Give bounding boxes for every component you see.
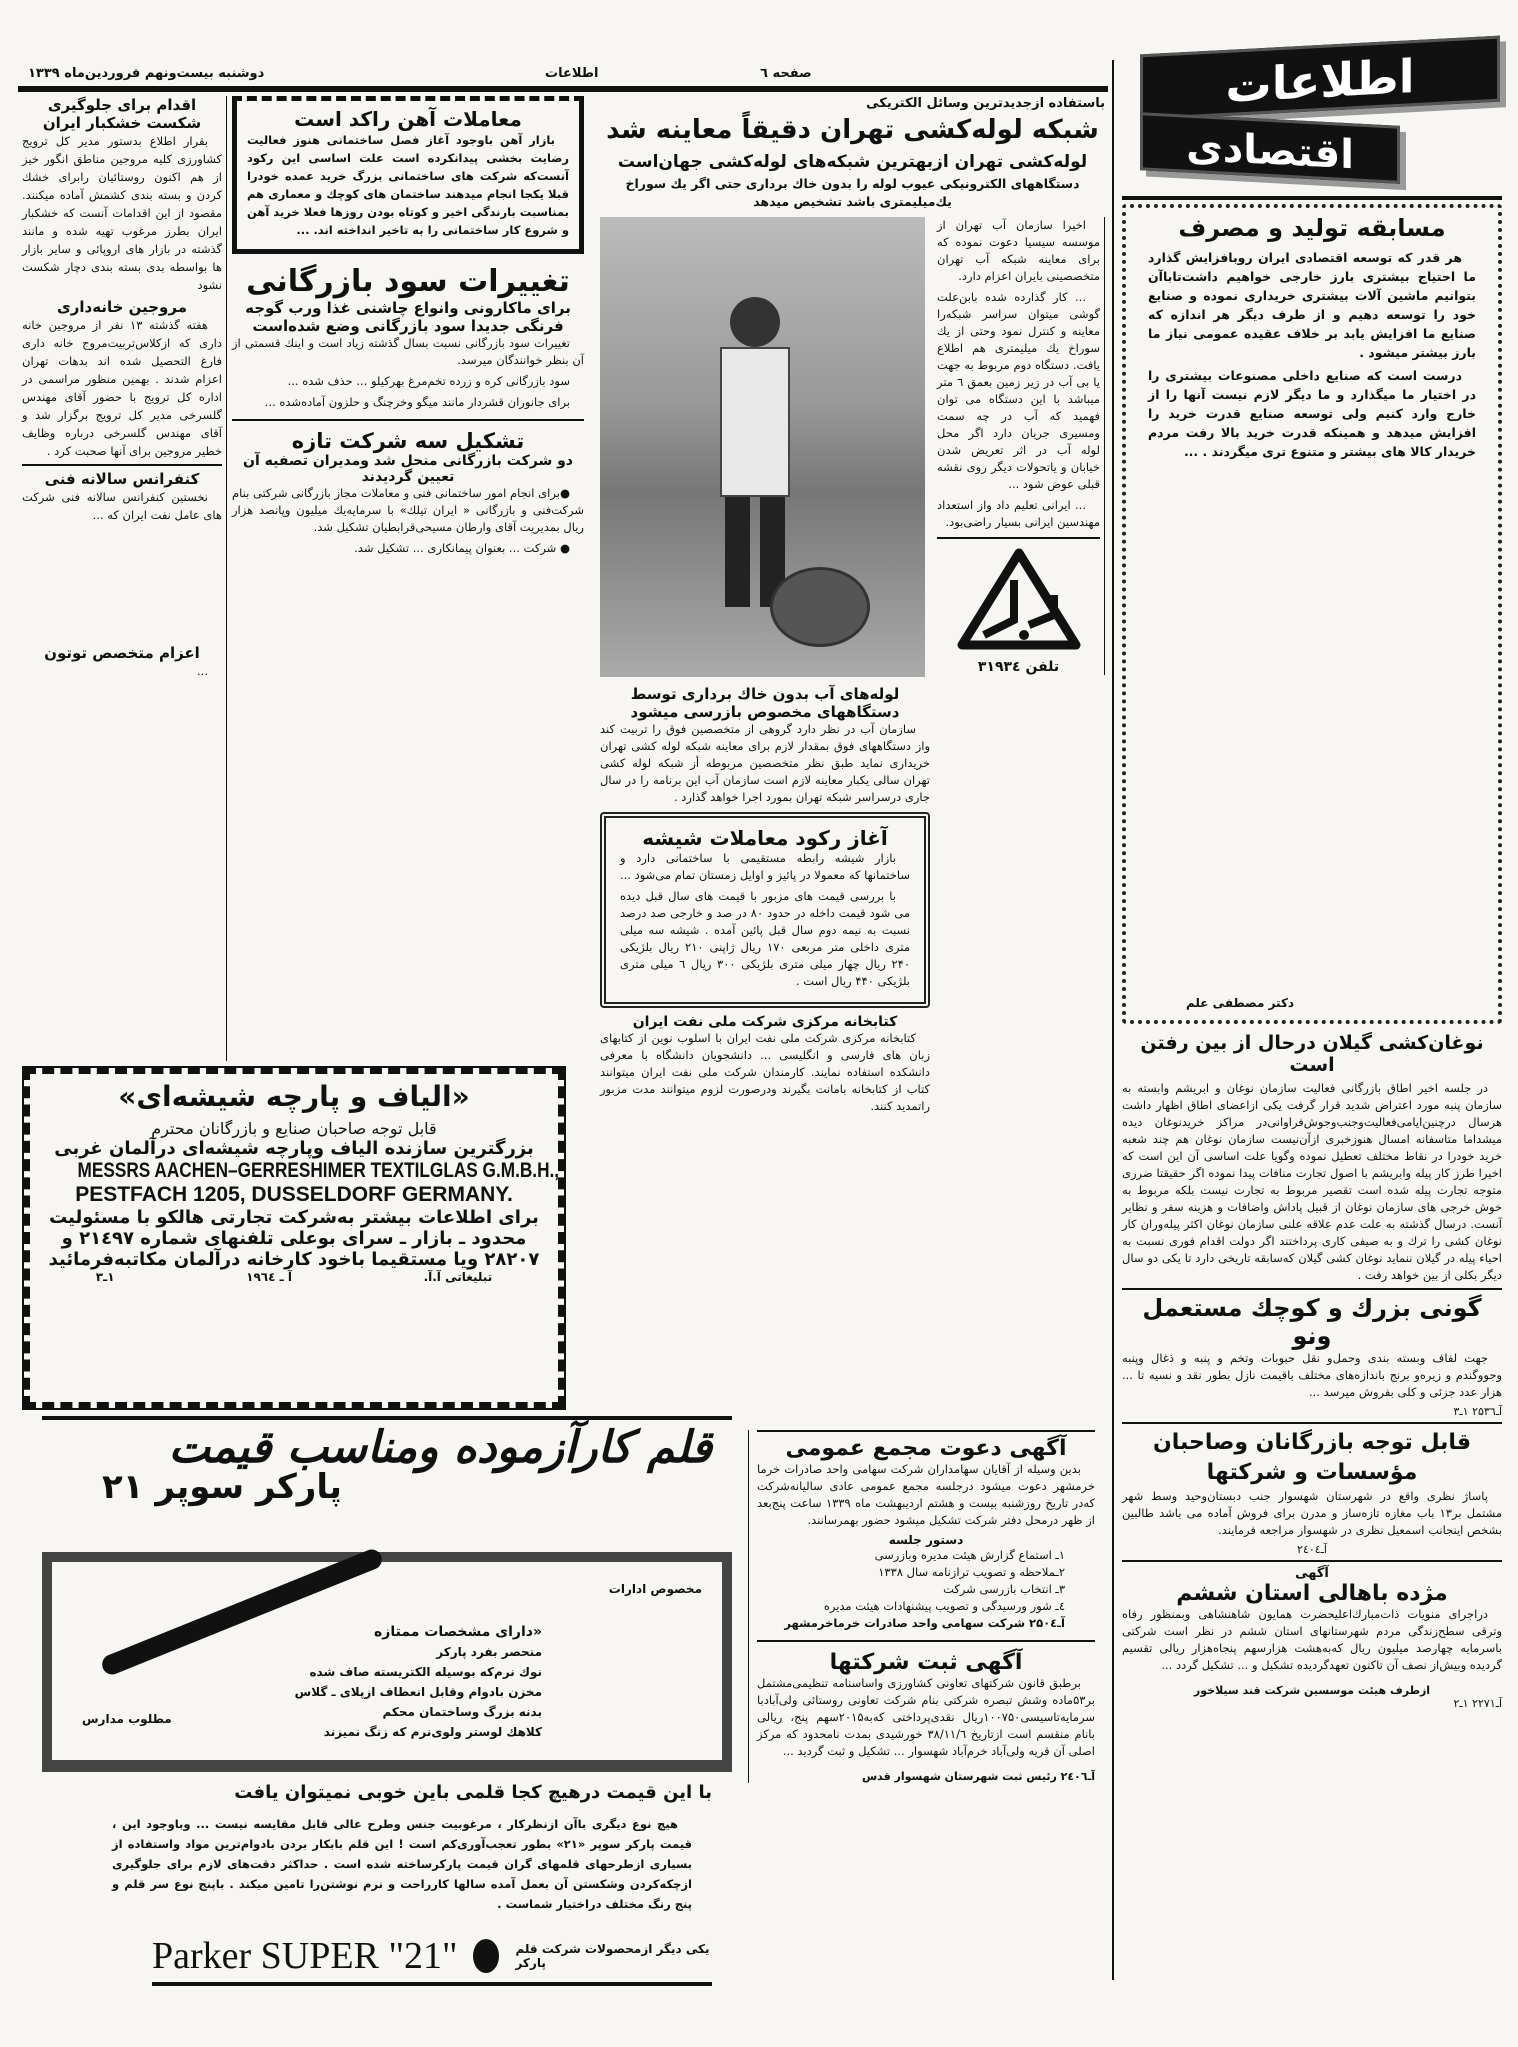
- article-profit: [232, 264, 584, 411]
- issue-date: دوشنبه بیست‌ونهم فروردین‌ماه ۱۳۳۹: [28, 66, 265, 81]
- ad-parker: [42, 1422, 732, 1992]
- column-two: [232, 96, 584, 561]
- paragraph: سازمان آب در نظر دارد گروهی از متخصصین فوق را تربیت کند واز دستگاههای فوق بمقدار لازم برای معاینه شبکه لوله کشی تهران خریداری نماید طبق نظر متخصصین مربوطه أز شبکه لوله کشی تهران سالی یکبار معاینه لازم است سازمان آب این برنامه را در سال جاری درسراسر شبکه تهران بمورد اجرا خواهد گذارد .: [600, 722, 930, 804]
- paragraph: هیچ نوع دیگری باآن ازنظرکار ، مرغوبیت جنس وطرح عالی قابل مقایسه نیست ... وباوجود این ، قیمت پارکر سوپر «۲۱» بطور تعجب‌آوری‌کم است ! این قلم بابکار بردن بادوام‌ترین مواد واستفاده از بسیاری ازطرحهای قلمهای گران قیمت پارکرساخته شده است . حداکثر دقت‌های لازم برای جلوگیری ازچکه‌کردن وشکستن آن بعمل آمده سالها کارراحت و نرم نوشتن‌را تامین میکند . باپنج نوع سر قلم و پنج رنگ مختلف دراختیار شماست .: [112, 1817, 692, 1911]
- paragraph: برطبق قانون شرکتهای تعاونی کشاورزی واساسنامه تنظیمی‌مشتمل بر۵۳ماده وشش تبصره شرکتی بنام شرکت تعاونی روستائی ولی‌آبادبا سرمایه‌تاسیسی۱۰۰۷۵۰ریال نقدی‌پرداختی که‌به۲۰۱۵سهم پنج، ریالی بانام منقسم است ازتاریخ ۳۸/۱۱/٦ خورشیدی بمدت نامحدود که مرکز اصلی آن قریه ولی‌آباد خرم‌آباد شهسوار ... تشکیل و ثبت گردید ...: [757, 1676, 1096, 1758]
- paragraph: بقرار اطلاع بدستور مدیر کل ترویج کشاورزی کلیه مروجین مناطق انگور خیز از هم اکنون روستائیان رابرای خشك کردن و بسته بندی کشمش آماده میکنند. مقصود از این اقدامات آنست که خشکبار ایران بطرز مرغوب تهیه شده و مانند گذشته در بازار های اروپائی و سایر بازار ها بواسطه بدی بسته بندی دچار شکست نشود: [22, 134, 222, 292]
- features-list: [295, 1622, 542, 1742]
- ad-notice: [1122, 1566, 1502, 1710]
- ad-merchants: [1122, 1428, 1502, 1556]
- subhead: برای ماکارونی وانواع چاشنی غذا ورب گوجه فرنگی جدیدا سود بازرگانی وضع شده‌است: [245, 299, 571, 335]
- parker-logo-text: Parker SUPER "21": [152, 1935, 458, 1977]
- text: قابل توجه صاحبان صنایع و بازرگانان محترم: [151, 1119, 437, 1138]
- paragraph: نخستین کنفرانس سالانه فنی شرکت های عامل نفت ایران که ...: [22, 490, 222, 522]
- label: مطلوب مدارس: [82, 1712, 172, 1726]
- features-title: «دارای مشخصات ممتازه: [374, 1624, 542, 1640]
- paragraph: ● شرکت ... بعنوان پیمانکاری ... تشکیل شد.: [354, 541, 570, 555]
- ad-ref: آـ۲٤۰٤: [1297, 1543, 1327, 1556]
- headline: آگهی ثبت شرکتها: [829, 1650, 1023, 1675]
- notices-column: [748, 1430, 1103, 1783]
- signature: آـ۲۵۰٤ شرکت سهامی واحد صادرات خرماخرمشهر: [784, 1616, 1065, 1630]
- text: برای اطلاعات بیشتر به‌شرکت تجارتی هالکو با مسئولیت: [49, 1207, 539, 1228]
- subhead: لوله‌کشی تهران ازبهترین شبکه‌های لوله‌کشی جهان‌است: [617, 152, 1088, 172]
- ad-glass-fiber: [24, 1068, 564, 1408]
- agenda-item: ۱ـ استماع گزارش هیئت مدیره وبازرسی: [874, 1548, 1065, 1562]
- paragraph: ...: [197, 664, 208, 678]
- article-silk: [1122, 1032, 1502, 1284]
- ad-ref: ۱ـ۳: [95, 1270, 115, 1284]
- agenda-item: ۲ـملاحظه و تصویب ترازنامه سال ۱۳۳۸: [878, 1565, 1065, 1579]
- paragraph: بازار آهن باوجود آغاز فصل ساختمانی هنوز فعالیت رضایت بخشی پیدانکرده است علت اساسی این رکود آنست‌که شرکت های ساختمانی بزرگ خرید عمده خودرا قبلا یکجا انجام میدهند ساختمان های کوچك و معماری هم بمناسبت بارندگی اخیر و کوتاه بودن روزها فعلا خرید آهن و شروع کار ساختمانی را به تاخیر انداخته اند. ...: [247, 133, 569, 237]
- headline: آغاز رکود معاملات شیشه: [642, 826, 888, 850]
- label: مخصوص ادارات: [608, 1582, 702, 1596]
- triangle-logo-icon: [954, 545, 1084, 655]
- column-divider: [1112, 60, 1114, 1980]
- text: محدود ـ بازار ـ سرای بوعلی تلفنهای شماره ۲۱٤۹۷ و: [61, 1228, 527, 1249]
- ad-ref: آـ۲۵۳٦ ۱ـ۳: [1453, 1405, 1502, 1418]
- headline: قلم کارآزموده ومناسب قیمت: [168, 1422, 712, 1473]
- headline: نوغان‌کشی گیلان درحال از بین رفتن است: [1140, 1032, 1484, 1076]
- article-competition: [1122, 204, 1502, 1024]
- headline: مژده باهالی استان ششم: [1176, 1581, 1448, 1606]
- paper-name: اطلاعات: [545, 66, 599, 81]
- photo-caption: لوله‌های آب بدون خاك برداری توسط دستگاههای مخصوص بازرسی میشود: [630, 685, 900, 721]
- ad-logo: [954, 545, 1084, 675]
- paragraph: دراجرای منویات ذات‌مبارك‌اعلیحضرت همایون شاهنشاهی وبمنظور رفاه وترقی سطح‌زندگی مردم شهرستانهای استان ششم در نظر است شرکتی باسرمایه چهارصد میلیون ریال که‌به‌هشت هزارسهم پنجاه‌هزار ریالی تقسیم گردیده وبیش‌از نصف آن تاکنون تعهدگردیده تشکیل و ... تشکیل گردد ...: [1122, 1607, 1502, 1672]
- headline: قابل توجه بازرگانان وصاحبان مؤسسات و شرکتها: [1152, 1430, 1472, 1485]
- feature: نوك نرم‌که بوسیله الکتریسته صاف شده: [309, 1665, 542, 1679]
- page-number: صفحه ٦: [760, 66, 812, 81]
- paragraph: کتابخانه مرکزی شرکت ملی نفت ایران با اسلوب نوین از کتابهای زبان های فارسی و انگلیسی ... دانشجویان دانشگاه با معرفی دانشکده استفاده نمایند. کارمندان شرکت ملی نفت ایران میتوانند کتاب از کتابخانه بامانت بگیرند ودرصورت لزوم میتوانند مدت مزبور راتمدید کنند.: [600, 1031, 930, 1113]
- paragraph: با بررسی قیمت های مزبور با قیمت های سال قبل دیده می شود قیمت داخله در حدود ۸۰ در صد و خارجی صد درصد نسبت به نیمه دوم سال قبل پائین آمده . شیشه سه میلی متری داخلی متر مربعی ۱۷۰ ریال ژاپنی ۲۱۰ ریال بلژیکی ۲۴۰ ریال چهار میلی متری بلژیکی ۳۰۰ ریال ٦ میلی متری بلژیکی ۴۴۰ ریال است .: [620, 889, 910, 988]
- headline: مروجین خانه‌داری: [57, 298, 187, 316]
- left-column: [22, 96, 222, 684]
- headline: «الیاف و پارچه شیشه‌ای»: [118, 1080, 470, 1113]
- agenda-title: دستور جلسه: [888, 1533, 964, 1547]
- ad-ref: آـ۲۲۷۱ ۱ـ۲: [1453, 1697, 1502, 1710]
- feature: منحصر بفرد پارکر: [436, 1645, 542, 1659]
- feature: کلاهك لوستر ولوی‌نرم که زنگ نمیزند: [323, 1725, 542, 1739]
- feature-panel: [42, 1552, 732, 1772]
- kicker: باستفاده ازجدیدترین وسائل الکتریکی: [866, 96, 1105, 111]
- signature: آـ۲٤۰٦ رئیس ثبت شهرستان شهسوار قدس: [861, 1770, 1095, 1783]
- feature: مخزن بادوام وقابل انعطاف ازپلای ـ گلاس: [294, 1685, 542, 1699]
- headline: اعزام متخصص توتون: [44, 644, 200, 662]
- deck: دستگاههای الکترونیکی عیوب لوله را بدون خاك برداری حتی اگر یك سوراخ یك‌میلیمتری باشد تشخیص میدهد: [625, 176, 1080, 209]
- headline: گونی بزرك و کوچك مستعمل ونو: [1142, 1294, 1482, 1350]
- headline: معاملات آهن راکد است: [294, 107, 522, 131]
- headline: کتابخانه مرکزی شرکت ملی نفت ایران: [632, 1014, 898, 1030]
- headline: تشکیل سه شرکت تازه: [291, 429, 525, 453]
- article-iron: [232, 96, 584, 254]
- paragraph: سود بازرگانی کره و زرده تخم‌مرغ بهرکیلو ... حذف شده ...: [287, 374, 570, 388]
- masthead-line2: اقتصادی: [1140, 112, 1400, 184]
- masthead-line1: اطلاعات: [1140, 36, 1500, 121]
- article-library: [600, 1014, 930, 1115]
- agenda-item: ۳ـ انتخاب بازرسی شرکت: [943, 1582, 1065, 1596]
- label: آگهی: [1295, 1566, 1329, 1581]
- paragraph: جهت لفاف وبسته بندی وحمل‌و نقل حبوبات وتخم و پنبه و ذغال وپنبه وجووگندم و زیره‌و برنج باندازه‌های مختلف باقیمت نازل بطور نقد و نسیه تا ... هزار عدد جزئی و کلی بفروش میرسد ...: [1122, 1351, 1502, 1399]
- agenda-item: ٤ـ شور ورسیدگی و تصویب پیشنهادات هیئت مدیره: [823, 1599, 1065, 1613]
- paragraph: ... کار گذارده شده بابن‌علت گوشی میتوان سراسر شبکه‌را معاینه و کنترل نمود وحتی از یك سوراخ یك میلیمتری هم اطلاع یافت. دستگاه دوم مربوط به جهت یا بی آب در زیر زمین بعمق ٦ متر میباشد با این دستگاه می توان فهمید که آب در چه سمت ومسیری جریان دارد اگر محل لوله آب در اثر تعریض شدن خیابان و یاتحولات دیگر روی نقشه قبلی عوض شود ...: [937, 290, 1100, 491]
- paragraph: برای جانوران قشردار مانند میگو وخرچنگ و حلزون آماده‌شده ...: [264, 395, 570, 409]
- ad-ref: آ ـ ۱۹٦٤: [246, 1270, 292, 1284]
- paragraph: ●برای انجام امور ساختمانی فنی و معاملات مجاز بازرگانی شرکتی بنام شرکت‌فنی و بازرگانی « ایران تیلك» با سرمایه‌یك میلیون وپانصد هزار ریال بمدیریت آقای وارطان مسیحی‌قرابطیان تشکیل شد.: [232, 486, 584, 534]
- text: بزرگترین سازنده الیاف وپارچه شیشه‌ای درآلمان غربی: [54, 1138, 534, 1159]
- article-companies: [232, 429, 584, 557]
- headline: مسابقه تولید و مصرف: [1178, 214, 1446, 242]
- maker: یکی دیگر ازمحصولات شرکت قلم پارکر: [515, 1942, 710, 1970]
- tagline: با این قیمت درهیچ کجا قلمی باین خوبی نمیتوان یافت: [234, 1782, 712, 1803]
- divider: [226, 96, 227, 1061]
- headline: اقدام برای جلوگیری شکست خشکبار ایران: [42, 96, 202, 132]
- divider: [42, 1416, 732, 1420]
- ad-sacks: [1122, 1294, 1502, 1418]
- feature: بدنه بزرگ وساختمان محکم: [382, 1705, 542, 1719]
- paragraph: هر قدر که توسعه اقتصادی ایران روبافزایش گذارد ما احتیاج بیشتری بارز خارجی خواهیم داشت‌تاباآن بتوانیم ماشین آلات بیشتری خریداری نموده و صنایع خود را توسعه دهیم و از طرف دیگر هر اندازه که صنایع ما افزایش یابد بر خلاف عقیده عمومی نیاز ما بارز بیشتر میشود .: [1148, 250, 1476, 360]
- paragraph: بدین وسیله از آقایان سهامداران شرکت سهامی واحد صادرات خرما خرمشهر دعوت میشود درجلسه مجمع عمومی عادی سالیانه‌شرکت که‌در تاریخ روزشنبه بیست و هشتم اردیبهشت ماه ۱۳۳۹ ساعت پنج‌بعد از ظهر درمحل دفتر شرکت تشکیل میشود حضور بهمرسانند.: [757, 1462, 1095, 1527]
- paragraph: ... ایرانی تعلیم داد واز استعداد مهندسین ایرانی بسیار راضی‌بود.: [937, 498, 1100, 529]
- section-masthead: [1140, 45, 1500, 185]
- photo-caption-block: [600, 685, 930, 806]
- text: ۲۸۲۰۷ ویا مستقیما باخود کارخانه درآلمان مکاتبه‌فرمائید: [48, 1249, 540, 1270]
- photo-inspector: [600, 217, 925, 677]
- paragraph: اخیرا سازمان آب تهران از موسسه سیسیا دعوت نموده که برای معاینه شبکه آب تهران متخصصینی بایران اعزام دارد.: [937, 218, 1100, 283]
- company-name: MESSRS AACHEN–GERRESHIMER TEXTILGLAS G.M.B.H.,: [77, 1159, 560, 1182]
- headline: آگهی دعوت مجمع عمومی: [785, 1436, 1067, 1461]
- paragraph: تغییرات سود بازرگانی نسبت بسال گذشته زیاد است و اینك قسمتی از آن بنظر خوانندگان میرسد.: [232, 336, 584, 367]
- headline: تغییرات سود بازرگانی: [246, 264, 570, 299]
- company-address: PESTFACH 1205, DUSSELDORF GERMANY.: [75, 1183, 513, 1206]
- main-article-body: [937, 217, 1105, 675]
- header-rule: [18, 86, 1108, 92]
- paragraph: در جلسه اخیر اطاق بازرگانی فعالیت سازمان نوغان و ابریشم وابسته به سازمان پنبه مورد اعتراض شدید قرار گرفت یکی ازاعضای اطاق اظهار داشت هرسال درچنین‌ایامی‌فعالیت‌وجنب‌وجوش‌فراوانی‌در مراکز خریدنوغان دیده میشداما متاسفانه امسال هنوزخبری ازآن‌نیست سازمان نوغان هم چند شعبه خرید خودرا در نقاط مختلف تعطیل نموده وگویا علت اساسی آن این است که اخیرا طرز کار پیله وابریشم با اصول تجارت منافات پیدا نموده اگر حقیقتا ضرری متوجه تجارت پیله شده است تقصیر مربوط به تجارت نیست بلکه مربوط به خوش خرجی های سازمان نوغان از قبیل پاداش واضافات و هزینه سفر و نظایر آنست. درسال گذشته به علت عدم علاقه علنی سازمان نوغان اکثر پیله‌وران کار نوغان کشی را ترك و به صیفی کاری پرداختند اگر دولت اقدام فوری نسبت به احیاء پیله در گیلان ننماید نوغان کشی گیلان که‌سابقه تاریخی دارد تا یکی دو سال دیگر بکلی از بین خواهد رفت .: [1122, 1081, 1502, 1282]
- parker-arrow-icon: [473, 1939, 499, 1973]
- author: دکتر مصطفی علم: [1186, 996, 1295, 1010]
- right-column: [1122, 196, 1502, 1710]
- subhead: دو شرکت بازرگانی منحل شد ومدیران تصفیه آن تعیین گردیدند: [243, 453, 573, 485]
- signature: ازطرف هیئت موسسین شرکت قند سیلاخور: [1193, 1684, 1431, 1697]
- phone: تلفن ۳۱۹۳٤: [977, 659, 1060, 675]
- main-article-header: [600, 96, 1105, 211]
- headline: شبکه لوله‌کشی تهران دقیقاً معاینه شد: [606, 115, 1099, 145]
- paragraph: بازار شیشه رابطه مستقیمی با ساختمانی دارد و ساختمانها که معمولا در پائیز و اوایل زمستان تمام می‌شود ...: [619, 851, 910, 882]
- paragraph: پاساژ نظری واقع در شهرستان شهسوار جنب دبستان‌وحید وسط شهر مشتمل بر۱۳ باب مغازه تازه‌ساز و مدرن برای فروش آماده می باشد طالبین بشخص اینجانب اسمعیل نظری در شهسوار مراجعه فرمایند.: [1122, 1489, 1502, 1537]
- brand-name: پارکر سوپر ۲۱: [102, 1467, 342, 1507]
- paragraph: هفته گذشته ۱۳ نفر از مروجین خانه داری که ازکلاس‌تربیت‌مروج خانه داری فارغ التحصیل شده اند بدهات تهران اعزام شدند . بهمین منظور مراسمی در اداره کل ترویج با حضور آقای مهندس گلسرخی مدیر کل ترویج برگزار شد و آقای مهندس گلسرخی درباره وظایف خطیر مروجین برای آنها صحبت کرد .: [22, 318, 222, 458]
- main-article: [600, 96, 1105, 1119]
- headline: کنفرانس سالانه فنی: [44, 470, 200, 488]
- ad-ref: تبلیغاتی آ.آ.: [423, 1270, 493, 1284]
- article-glass-trade: [600, 812, 930, 1008]
- paragraph: درست است که صنایع داخلی مصنوعات بیشتری را در اختیار ما میگذارد و ما دیگر لازم نیست آنها را از خارج وارد کنیم ولی توسعه صنایع قدرت خرید را افزایش میدهد و همینکه قدرت خرید بالا رفت مردم خریدار کالا های بیشتر و متنوع تری میگردند . ...: [1148, 368, 1476, 459]
